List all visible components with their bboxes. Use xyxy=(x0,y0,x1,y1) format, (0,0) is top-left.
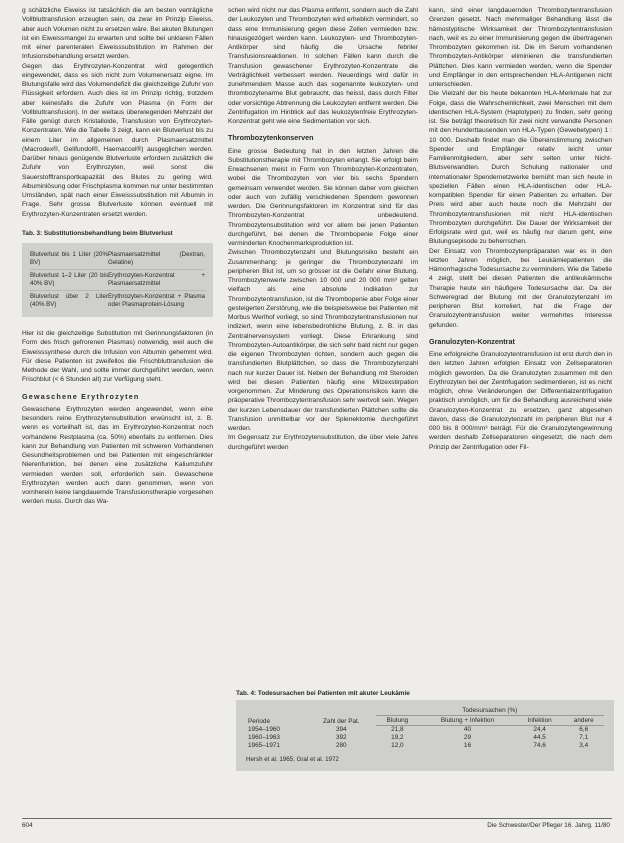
column-header: Zahl der Pat. xyxy=(322,717,360,725)
table-cell: 280 xyxy=(335,742,347,749)
paragraph: schen wird nicht nur das Plasma entfernt, sondern auch die Zahl der Leukozyten und Thrombozyten wird erheblich vermindert, so dass eine Immunisierung gegen diese Zellen vermieden bzw. hinausgezögert werden kann. Leukozyten- und Thrombozyten-Antikörper sind häufig die Ursache febriler Transfusionsreaktionen. In solchen Fällen kann durch die Transfusion gewaschener Erythrozyten-Konzentrate die Verträglichkeit verbessert werden. Neuerdings wird dafür in zunehmendem Masse auch das sogenannte leukozyten- und thrombozytenarme Blut gebraucht, das heisst, dass durch Filter oder vorsichtige Abtrennung die Leukozyten entfernt werden. Die Zentrifugation im Hinblick auf das leukozytenfreie Erythrozyten-Konzentrat geht wie eine Sedimentation vor sich. xyxy=(228,7,418,125)
paragraph: Im Gegensatz zur Erythrozytensubstitution, die über viele Jahre durchgeführt werden xyxy=(228,434,418,451)
table-cell: Erythrozyten-Konzentrat + Plasma oder Plasmaprotein-Lösung xyxy=(108,293,205,308)
table-cell: 19,2 xyxy=(391,734,404,741)
table-cell: Blutverlust 1–2 Liter (20 bis 40% BV) xyxy=(30,272,108,287)
table-cell: 44,5 xyxy=(533,734,546,741)
table-cell: 21,8 xyxy=(391,726,404,733)
paragraph: g schätzliche Eiweiss ist tatsächlich die am besten verträgliche Vollbluttransfusion erzeugten sein, da zwar im Prinzip Eiweiss, aber auch Volumen nicht zu ersetzen wäre. Bei akuten Blutungen ist ein Eiweissmangel zu erwarten und sollte bei unklaren Fällen mit einer parenteralen Eiweisssubstitution im Rahmen der Infusionsbehandlung ersetzt werden. xyxy=(22,7,213,61)
column-header: andere xyxy=(563,716,604,726)
table-cell: 74,6 xyxy=(533,742,546,749)
table-row xyxy=(30,270,205,291)
table-cell: 7,1 xyxy=(579,734,589,741)
table-cell: 29 xyxy=(463,734,471,741)
table-cell: 3,4 xyxy=(579,742,589,749)
paragraph: Gegen das Erythrozyten-Konzentrat wird gelegentlich eingewendet, dass es sich nicht zum Volumenersatz eigne. Im Blutungsfalle wird das Volumendefizit die gleichzeitige Zufuhr von Flüssigkeit erfordern. Auch dies ist im Prinzip richtig, trotzdem aber keinesfalls die Zufuhr von Plasma (in Form der Vollbluttransfusion). In der weitaus überwiegenden Mehrzahl der Fälle genügt durch Kristalloide, Transfusion von Erythrozyten-Konzentraten. Wie die Tabelle 3 zeigt, kann ein Blutverlust bis zu einem Liter im allgemeinen durch Plasmaersatzmittel (Macrodex®, Gelifundol®, Haemaccel®) ausgeglichen werden. Darüber hinaus genügende Blutverluste erfordern zusätzlich die Zufuhr von Erythrozyten, weil sonst die Sauerstofftransportkapazität des Blutes zu gering wird. Albuminlösung oder Frischplasma kommen nur unter bestimmten Umständen, spät nach einer Eiweisssubstitution mit Albumin in Frage. Sehr grosse Blutverluste können eventuell mit Erythrozyten-Konzentraten ersetzt werden. xyxy=(22,62,213,218)
column-header: Infektion xyxy=(516,716,564,726)
table-4-box xyxy=(236,700,614,771)
section-heading-thrombocytes: Thrombozytenkonserven xyxy=(228,133,314,143)
section-heading-washed-erythrocytes: Gewaschene Erythrozyten xyxy=(22,391,140,401)
table-cell: Plasmaersatzmittel (Dextran, Gelatine) xyxy=(108,251,205,266)
text-column-3 xyxy=(429,6,612,452)
table-cell: 392 xyxy=(335,734,347,741)
paragraph: Gewaschene Erythrozyten werden angewendet, wenn eine besonders reine Erythrozytensubstitution erwünscht ist, z. B. wenn es vorteilhaft ist, das im Erythrozyten-Konzentrat noch vorhandene Restplasma (ca. 50%) ebenfalls zu entfernen. Dies kann zur Behandlung von Patienten mit schweren Vorhandenen Gesundheitsproblemen und bei Patienten mit eingeschränkter Nierenfunktion, bei denen eine zusätzliche Kaliumzufuhr vermieden werden soll, erforderlich sein. Gewaschene Erythrozyten werden auch dann genommen, wenn von vornherein keine langdauernde Transfusionstherapie vorgesehen werden muss. Durch das Wa- xyxy=(22,405,213,506)
table-cell: 1965–1971 xyxy=(248,742,280,749)
table-row xyxy=(30,249,205,270)
paragraph: Der Einsatz von Thrombozytenpräparaten war es in den letzten Jahren möglich, bei Leukämiepatienten die Hämorrhagische Todesursache zu vermindern. Wie die Tabelle 4 zeigt, stellt bei diesen Patienten die antileukämische Therapie heute ein häufigere Todesursache dar. Da der Schweregrad der Blutung mit der Granulozytenzahl im peripheren Blut korreliert, hat die Frage der Granulozytentransfusion weiter vermehrtes Interesse gefunden. xyxy=(429,247,613,329)
table-cell: Blutverlust bis 1 Liter (20% BV) xyxy=(30,251,108,266)
table-row xyxy=(30,291,205,311)
table-cell: 394 xyxy=(335,725,347,733)
table-cell: 24,4 xyxy=(533,726,546,733)
table-cell: 1960–1963 xyxy=(248,734,280,741)
table-row xyxy=(246,742,604,750)
text-column-2 xyxy=(228,6,418,452)
table-row xyxy=(246,726,604,735)
text-column-1 xyxy=(22,6,213,507)
table-row xyxy=(246,734,604,742)
table-3 xyxy=(22,243,213,317)
paragraph: Die Vielzahl der bis heute bekannten HLA-Merkmale hat zur Folge, dass die Wahrscheinlichkeit, zwei Menschen mit dem identischen HLA-System (Haplotypen) zu finden, sehr gering ist. Sie beträgt theoretisch für zwei nicht verwandte Personen mit den Hunderttausenden von HLA-Typen (Gewebetypen) 1 : 10 000. Deshalb findet man die Übereinstimmung zwischen Spender und Empfänger relativ leicht unter Familienmitgliedern, aber sehr selten unter Nicht-Blutsverwandten. Durch Schulung nationaler und internationaler Spendernetzwerke bemüht man sich heute in speziellen Fällen einen HLA-identischen oder HLA-kompatiblen Spender für einen Patienten zu erhalten. Der Preis wird aber auch heute noch die Mehrzahl der Thrombozytentransfusionen mit nicht HLA-identischen Thrombozyten durchgeführt. Die Dauer der Wirksamkeit der Erfolgsrate wird gut, weil es häufig nur darum geht, eine Blutungsepisode zu beherrschen. xyxy=(429,90,612,246)
paragraph: Eine grosse Bedeutung hat in den letzten Jahren die Substitutionstherapie mit Thrombozyten erlangt. Sie erfolgt beim Erwachsenen meist in Form von Thrombozyten-Konzentraten, wobei die Thrombozyten von vier bis sechs Spendern gemeinsam verwendet werden. Sie können daher vom gleichen oder auch von zufällig verschiedenen Spendern gewonnen werden. Die Gerinnungsfaktoren im Konzentrat sind für das Thrombozyten-Konzentrat unbedeutend. Thrombozytensubstitution wird vor allem bei jenen Patienten durchgeführt, bei denen die Thrombopenie Folge einer verminderten Knochenmarksproduktion ist. xyxy=(228,147,418,247)
table-4-grid xyxy=(246,706,604,750)
paragraph: Zwischen Thrombozytenzahl und Blutungsrisiko besteht ein Zusammenhang: je geringer die Thrombozytenzahl im peripheren Blut ist, um so grösser ist die Gefahr einer Blutung. Thrombozytenwerte zwischen 10 000 und 20 000 mm³ gelten vielfach als eine absolute Indikation zur Thrombozytentransfusion, ist die Thrombopenie aber Folge einer gesteigerten Zerstörung, wie die beispielsweise bei Patienten mit Morbus Werlhof vorliegt, so sind Thrombozytentransfusionen nur indiziert, wenn eine lebensbedrohliche Blutung, z. B. in das Zentralnervensystem vorliegt. Diese Erkrankung sind Thrombozyten-Autoantikörper, die sich sehr bald nicht nur gegen die eigenen Thrombozyten richten, sondern auch gegen die transfundierten Blutplättchen, so dass die Thrombozytenzahl nach nur kurzer Dauer ist. Neben der Behandlung mit Steroiden wird bei diesen Patienten häufig eine Milzexstirpation vorgenommen. Zur Minderung des Operationsrisikos kann die präoperative Thrombozytentransfusion sehr wertvoll sein. Wegen der kurzen Lebensdauer der transfundierten Plättchen sollte die Transfusion unmittelbar vor der Splenektomie durchgeführt werden. xyxy=(228,249,418,432)
table-cell: 1954–1960 xyxy=(248,725,280,733)
table-cell: Erythrozyten-Konzentrat + Plasmaersatzmittel xyxy=(108,272,205,287)
column-header: Periode xyxy=(248,717,271,725)
table-4-source: Hersh et al. 1965; Gral et al. 1972 xyxy=(246,756,339,763)
paragraph: Hier ist die gleichzeitige Substitution mit Gerinnungsfaktoren (in Form des frisch gefrorenen Plasmas) notwendig, weil auch die Eiweisssynthese durch die Infusion von Albumin gehemmt wird. Für diese Patienten ist zweifellos die Frischbluttransfusion die Methode der Wahl, und sollte immer durchgeführt werden, wenn Frischblut (< 6 Stunden alt) zur Verfügung steht. xyxy=(22,330,213,384)
column-header: Blutung xyxy=(376,716,419,726)
column-group-header: Todesursachen (%) xyxy=(376,706,604,716)
journal-footer: Die Schwester/Der Pfleger 16. Jahrg. 11/80 xyxy=(487,822,610,829)
table-cell: 40 xyxy=(463,726,471,733)
table-4 xyxy=(236,690,614,771)
table-header-row xyxy=(246,706,604,716)
table-4-caption: Tab. 4: Todesursachen bei Patienten mit akuter Leukämie xyxy=(236,690,410,697)
section-heading-granulocytes: Granulozyten-Konzentrat xyxy=(429,336,515,346)
paragraph: kann, sind einer langdauernden Thrombozytentransfusion Grenzen gesetzt. Nach mehrmaliger Behandlung lässt die hämostyptische Wirksamkeit der Thrombozytentransfusion nach, weil es zu einer Immunisierung gegen die übertragenen Thrombozyten gekommen ist. Die im Serum vorhandenen Thrombozyten-Antikörper eliminieren die transfundierten Plättchen. Dies kann vermieden werden, wenn die Spender und Empfänger in den entsprechenden HLA-Antigenen nicht unterschieden. xyxy=(429,7,612,88)
table-cell: 6,6 xyxy=(579,726,589,733)
paragraph: Eine erfolgreiche Granulozytentransfusion ist erst durch den in den letzten Jahren erfolgten Einsatz von Zellseparatoren möglich geworden. Da die Granulozyten zusammen mit den Erythrozyten bei der Zentrifugation sedimentieren, ist es nicht möglich, ohne Veränderungen der Differentialzentrifugation praktisch unmöglich, um für die Behandlung ausreichend viele Granulozyten-Konzentrat zu ersetzen, ganz abgesehen davon, dass die Granulozytenzahl im peripheren Blut nur 4 000 bis 8 000/mm³ beträgt. Für die Granulozytengewinnung werden deshalb Zellseparatoren eingesetzt, die nach dem Prinzip der Zentrifugation oder Fil- xyxy=(429,351,612,451)
footer-divider xyxy=(22,818,612,819)
column-header: Blutung + Infektion xyxy=(419,716,516,726)
table-cell: 16 xyxy=(463,742,471,749)
table-cell: Blutverlust über 2 Liter (40% BV) xyxy=(30,293,108,308)
page-number: 604 xyxy=(22,822,33,829)
table-3-caption: Tab. 3: Substitutionsbehandlung beim Blutverlust xyxy=(22,229,173,237)
table-cell: 12,0 xyxy=(391,742,404,749)
